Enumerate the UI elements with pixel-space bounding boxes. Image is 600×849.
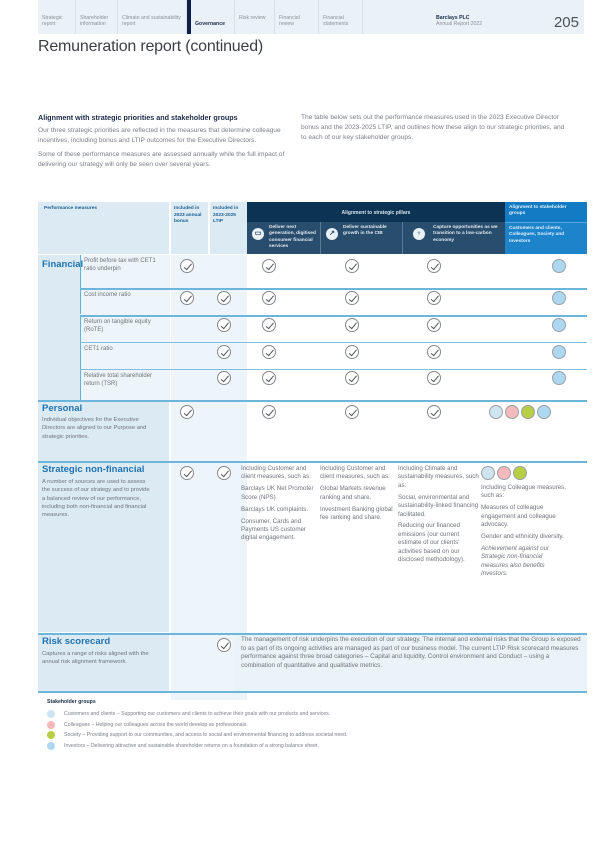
- customers-dot: [481, 466, 495, 480]
- header-performance-measures: Performance measures: [38, 202, 169, 254]
- snf-description: A number of sources are used to assess the success of our strategy and to provide a balanced review of our performance, including both non-financial and financial measures.: [42, 479, 150, 519]
- category-personal: Personal: [42, 403, 83, 414]
- check-icon: [262, 405, 276, 419]
- check-icon: [345, 318, 359, 332]
- category-risk-scorecard: Risk scorecard: [42, 636, 111, 647]
- brand-name: Barclays PLC: [436, 15, 470, 21]
- society-dot: [521, 405, 535, 419]
- intro-paragraph: The table below sets out the performance measures used in the 2023 Executive Director bonus and the 2023-2025 LTIP, and outlines how these align to our strategic priorities, and to each of our key stakeholder groups.: [301, 114, 565, 141]
- nav-tab-shareholder-information[interactable]: Shareholder information: [76, 0, 118, 34]
- investors-dot: [552, 291, 566, 305]
- intro-paragraph: Some of these performance measures are assessed annually while the full impact of delivering our strategy will only be seen over several years.: [38, 151, 285, 168]
- check-icon: [180, 291, 194, 305]
- snf-stakeholder-text: Including Colleague measures, such as: Measures of colleague engagement and colleague advocacy. Gender and ethnicity diversity. Achievement against our Strategic non-financial measures also benefits Investors.: [481, 484, 566, 578]
- stakeholder-legend: [47, 699, 347, 752]
- check-icon: [345, 259, 359, 273]
- header-stakeholder-groups: [505, 202, 587, 254]
- legend-item-colleagues: Colleagues – Helping our colleagues across the world develop as professionals.: [47, 721, 347, 732]
- check-icon: [217, 638, 231, 652]
- check-icon: [427, 318, 441, 332]
- check-icon: [427, 291, 441, 305]
- digital-services-icon: ▭: [252, 228, 264, 240]
- check-icon: [217, 345, 231, 359]
- risk-scorecard-text: The management of risk underpins the execution of our strategy. The internal and external risks that the Group is exposed to as part of its ongoing activities are managed as part of our business model. The current LTIP Risk scorecard measures performance against three broad categories – Capital and liquidity, Control environment and Conduct – using a combination of quantitative and qualitative metrics.: [241, 636, 581, 669]
- page-number: 205: [553, 14, 579, 31]
- pillar-low-carbon: ♆ Capture opportunities as we transition to a low-carbon economy: [402, 222, 505, 254]
- check-icon: [217, 291, 231, 305]
- colleagues-dot: [505, 405, 519, 419]
- nav-tab-risk-review[interactable]: Risk review: [235, 0, 275, 34]
- header-bonus: Included in 2023 annual bonus: [171, 202, 208, 254]
- check-icon: [427, 405, 441, 419]
- check-icon: [180, 405, 194, 419]
- check-icon: [262, 371, 276, 385]
- check-icon: [345, 371, 359, 385]
- check-icon: [262, 318, 276, 332]
- investors-dot: [552, 318, 566, 332]
- pillar-digital-consumer: ▭ Deliver next generation, digitised consumer financial services: [247, 222, 320, 254]
- check-icon: [180, 466, 194, 480]
- society-dot-icon: [47, 731, 55, 739]
- snf-pillar-3-text: Including Climate and sustainability measures, such as: Social, environmental and sustainability-linked financing facilitated. Reducing our financed emissions (our current estimate of our clients' activities based on our disclosed methodology).: [398, 465, 479, 564]
- legend-item-investors: Investors – Delivering attractive and sustainable shareholder returns on a foundation of a strong balance sheet.: [47, 742, 347, 753]
- category-strategic-non-financial: Strategic non-financial: [42, 464, 145, 475]
- nav-tab-governance[interactable]: Governance: [187, 0, 235, 34]
- nav-tab-climate-sustainability[interactable]: Climate and sustainability report: [118, 0, 187, 34]
- check-icon: [427, 371, 441, 385]
- nav-tab-financial-review[interactable]: Financial review: [275, 0, 319, 34]
- colleagues-dot-icon: [47, 721, 55, 729]
- legend-item-customers: Customers and clients – Supporting our customers and clients to achieve their goals with our products and services.: [47, 710, 347, 721]
- stakeholders-subtitle: Customers and clients, Colleagues, Society and Investors: [505, 222, 587, 254]
- legend-title: Stakeholder groups: [47, 699, 96, 705]
- pillar-cib-growth: ↗ Deliver sustainable growth in the CIB: [320, 222, 402, 254]
- investors-dot: [552, 371, 566, 385]
- table-bottom-border: [38, 691, 587, 693]
- risk-description: Captures a range of risks aligned with the annual risk alignment framework.: [42, 651, 149, 666]
- brand-subtitle: Annual Report 2022: [436, 21, 483, 28]
- check-icon: [262, 259, 276, 273]
- measure-cost-income: Cost income ratio: [80, 289, 169, 314]
- personal-description: Individual objectives for the Executive Directors are aligned to our Purpose and strategic priorities.: [42, 417, 147, 440]
- stakeholders-title: Alignment to stakeholder groups: [509, 205, 567, 217]
- intro-heading: Alignment with strategic priorities and stakeholder groups: [38, 113, 238, 122]
- check-icon: [345, 291, 359, 305]
- customers-dot-icon: [47, 710, 55, 718]
- legend-item-society: Society – Providing support to our communities, and access to social and environmental financing to address societal need.: [47, 731, 347, 742]
- snf-pillar-2-text: Including Customer and client measures, such as: Global Markets revenue ranking and share. Investment Banking global fee ranking and share.: [320, 465, 393, 522]
- check-icon: [217, 466, 231, 480]
- check-icon: [217, 318, 231, 332]
- measure-tsr: Relative total shareholder return (TSR): [80, 370, 169, 400]
- nav-tab-financial-statements[interactable]: Financial statements: [319, 0, 363, 34]
- check-icon: [345, 405, 359, 419]
- check-icon: [262, 345, 276, 359]
- investors-dot-icon: [47, 742, 55, 750]
- section-divider: [38, 400, 587, 402]
- check-icon: [262, 291, 276, 305]
- investors-dot: [537, 405, 551, 419]
- check-icon: [217, 371, 231, 385]
- header-ltip: Included in 2023-2025 LTIP: [210, 202, 247, 254]
- growth-icon: ↗: [326, 228, 338, 240]
- investors-dot: [552, 345, 566, 359]
- measure-pbt: Profit before tax with CET1 ratio underpin: [80, 255, 169, 288]
- section-divider: [38, 461, 587, 463]
- intro-paragraph: Our three strategic priorities are reflected in the measures that determine colleague incentives, including bonus and LTIP outcomes for the Executive Directors.: [38, 127, 281, 144]
- category-financial: Financial: [42, 259, 84, 270]
- measure-cet1: CET1 ratio: [80, 343, 169, 369]
- check-icon: [180, 259, 194, 273]
- intro-right: [301, 113, 571, 147]
- financial-category-cell: [38, 255, 80, 400]
- nav-tab-strategic-report[interactable]: Strategic report: [38, 0, 76, 34]
- check-icon: [427, 345, 441, 359]
- society-dot: [513, 466, 527, 480]
- header-strategic-pillars: [247, 202, 505, 254]
- intro-left: [38, 113, 288, 174]
- customers-dot: [489, 405, 503, 419]
- low-carbon-icon: ♆: [413, 228, 425, 240]
- section-divider: [38, 633, 587, 635]
- check-icon: [345, 345, 359, 359]
- investors-dot: [552, 259, 566, 273]
- colleagues-dot: [497, 466, 511, 480]
- pillars-title: Alignment to strategic pillars: [341, 210, 411, 216]
- page-title: Remuneration report (continued): [38, 38, 264, 55]
- measure-rote: Return on tangible equity (RoTE): [80, 316, 169, 342]
- snf-pillar-1-text: Including Customer and client measures, such as: Barclays UK Net Promoter Score (NPS) Barclays UK complaints. Consumer, Cards and Payments US customer digital engagement.: [241, 465, 314, 542]
- top-navigation: [38, 0, 484, 34]
- check-icon: [427, 259, 441, 273]
